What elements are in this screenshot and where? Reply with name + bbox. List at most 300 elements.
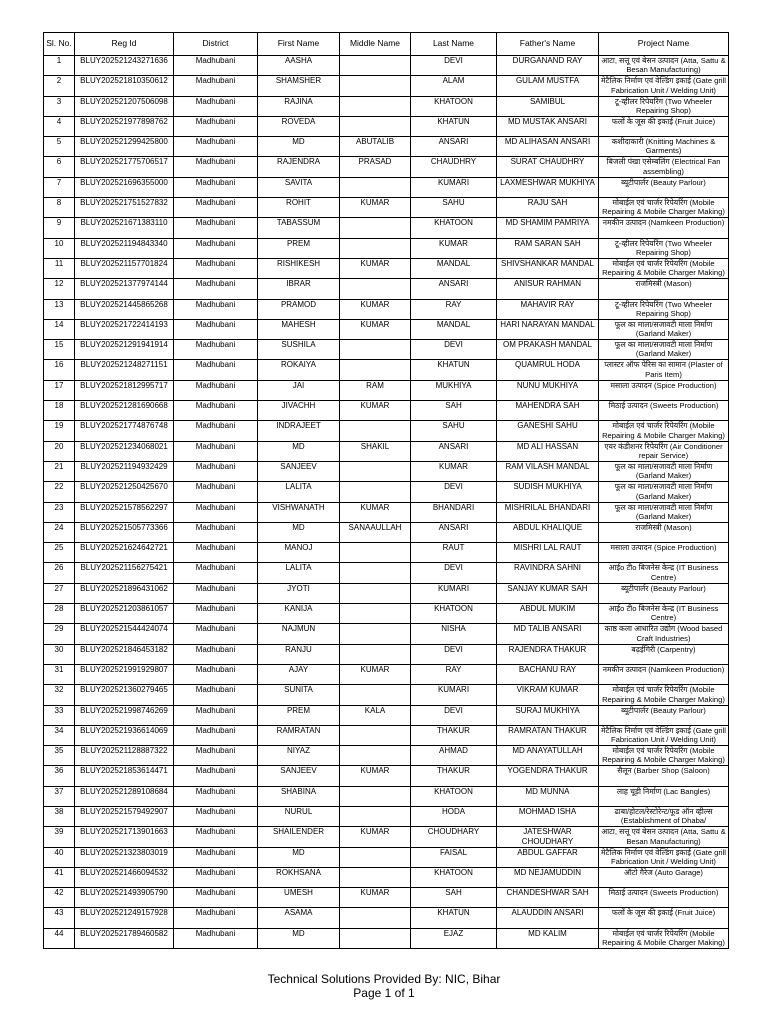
- cell-reg-id: BLUY202521544424074: [75, 624, 174, 644]
- cell-first-name: RAJENDRA: [258, 157, 340, 177]
- table-row: [44, 299, 729, 319]
- table-row: [44, 238, 729, 258]
- cell-sl-no: 5: [44, 137, 75, 157]
- cell-middle-name: [340, 177, 411, 197]
- cell-last-name: KHATOON: [411, 218, 497, 238]
- cell-sl-no: 43: [44, 908, 75, 928]
- table-row: [44, 685, 729, 705]
- table-row: [44, 360, 729, 380]
- cell-last-name: BHANDARI: [411, 502, 497, 522]
- cell-reg-id: BLUY202521128887322: [75, 746, 174, 766]
- cell-last-name: KHATUN: [411, 908, 497, 928]
- cell-district: Madhubani: [174, 847, 258, 867]
- cell-sl-no: 30: [44, 644, 75, 664]
- cell-last-name: RAY: [411, 664, 497, 684]
- cell-fathers-name: RAM VILASH MANDAL: [497, 461, 599, 481]
- col-header-fathers-name: Father's Name: [497, 33, 599, 56]
- cell-district: Madhubani: [174, 543, 258, 563]
- cell-project-name: मसाला उत्पादन (Spice Production): [599, 543, 729, 563]
- col-header-district: District: [174, 33, 258, 56]
- cell-middle-name: [340, 786, 411, 806]
- table-row: [44, 401, 729, 421]
- cell-middle-name: KUMAR: [340, 888, 411, 908]
- cell-district: Madhubani: [174, 725, 258, 745]
- cell-reg-id: BLUY202521207506098: [75, 96, 174, 116]
- table-row: [44, 604, 729, 624]
- cell-project-name: आटा, सत्तू एवं बेसन उत्पादन (Atta, Sattu & Besan Manufacturing): [599, 56, 729, 76]
- cell-fathers-name: SANJAY KUMAR SAH: [497, 583, 599, 603]
- cell-middle-name: [340, 746, 411, 766]
- cell-middle-name: [340, 908, 411, 928]
- cell-district: Madhubani: [174, 644, 258, 664]
- cell-fathers-name: MD SHAMIM PAMRIYA: [497, 218, 599, 238]
- cell-last-name: SAHU: [411, 198, 497, 218]
- cell-reg-id: BLUY202521722414193: [75, 319, 174, 339]
- cell-district: Madhubani: [174, 867, 258, 887]
- cell-last-name: DEVI: [411, 644, 497, 664]
- cell-project-name: कशीदाकारी (Knitting Machines & Garments): [599, 137, 729, 157]
- cell-project-name: फूल का माला/सजावटी माला निर्माण (Garland Maker): [599, 319, 729, 339]
- cell-fathers-name: QUAMRUL HODA: [497, 360, 599, 380]
- cell-sl-no: 35: [44, 746, 75, 766]
- cell-sl-no: 9: [44, 218, 75, 238]
- cell-project-name: फलों के जूस की इकाई (Fruit Juice): [599, 908, 729, 928]
- table-row: [44, 563, 729, 583]
- cell-reg-id: BLUY202521194843340: [75, 238, 174, 258]
- cell-project-name: नमकीन उत्पादन (Namkeen Production): [599, 218, 729, 238]
- cell-reg-id: BLUY202521249157928: [75, 908, 174, 928]
- footer-credit: Technical Solutions Provided By: NIC, Bihar: [267, 972, 501, 986]
- table-row: [44, 888, 729, 908]
- cell-sl-no: 29: [44, 624, 75, 644]
- cell-reg-id: BLUY202521789460582: [75, 928, 174, 948]
- cell-reg-id: BLUY202521243271636: [75, 56, 174, 76]
- table-row: [44, 664, 729, 684]
- cell-sl-no: 13: [44, 299, 75, 319]
- cell-fathers-name: MD NEJAMUDDIN: [497, 867, 599, 887]
- cell-last-name: RAUT: [411, 543, 497, 563]
- cell-last-name: NISHA: [411, 624, 497, 644]
- footer-page-number: Page 1 of 1: [353, 986, 415, 1000]
- cell-project-name: फूल का माला/सजावटी माला निर्माण (Garland Maker): [599, 482, 729, 502]
- cell-middle-name: [340, 238, 411, 258]
- cell-first-name: NURUL: [258, 806, 340, 826]
- cell-district: Madhubani: [174, 482, 258, 502]
- cell-project-name: फलों के जूस की इकाई (Fruit Juice): [599, 116, 729, 136]
- table-row: [44, 96, 729, 116]
- cell-project-name: आटा, सत्तू एवं बेसन उत्पादन (Atta, Sattu & Besan Manufacturing): [599, 827, 729, 847]
- col-header-first-name: First Name: [258, 33, 340, 56]
- cell-sl-no: 38: [44, 806, 75, 826]
- cell-reg-id: BLUY202521696355000: [75, 177, 174, 197]
- cell-fathers-name: YOGENDRA THAKUR: [497, 766, 599, 786]
- table-row: [44, 766, 729, 786]
- cell-sl-no: 7: [44, 177, 75, 197]
- cell-fathers-name: RAJU SAH: [497, 198, 599, 218]
- cell-first-name: SANJEEV: [258, 766, 340, 786]
- cell-sl-no: 25: [44, 543, 75, 563]
- cell-fathers-name: JATESHWAR CHOUDHARY: [497, 827, 599, 847]
- cell-district: Madhubani: [174, 319, 258, 339]
- table-row: [44, 867, 729, 887]
- cell-reg-id: BLUY202521998746269: [75, 705, 174, 725]
- cell-last-name: KUMARI: [411, 685, 497, 705]
- cell-sl-no: 14: [44, 319, 75, 339]
- cell-middle-name: PRASAD: [340, 157, 411, 177]
- cell-reg-id: BLUY202521156275421: [75, 563, 174, 583]
- col-header-sl-no: Sl. No.: [44, 33, 75, 56]
- cell-sl-no: 10: [44, 238, 75, 258]
- cell-first-name: PREM: [258, 238, 340, 258]
- table-row: [44, 177, 729, 197]
- cell-reg-id: BLUY202521774876748: [75, 421, 174, 441]
- cell-sl-no: 44: [44, 928, 75, 948]
- cell-district: Madhubani: [174, 218, 258, 238]
- table-row: [44, 441, 729, 461]
- cell-first-name: RANJU: [258, 644, 340, 664]
- cell-district: Madhubani: [174, 238, 258, 258]
- cell-reg-id: BLUY202521505773366: [75, 522, 174, 542]
- cell-project-name: राजमिस्त्री (Mason): [599, 522, 729, 542]
- cell-project-name: मेटैलिक निर्माण एवं वेल्डिंग इकाई (Gate grill Fabrication Unit / Welding Unit): [599, 76, 729, 96]
- cell-reg-id: BLUY202521810350612: [75, 76, 174, 96]
- cell-last-name: KUMARI: [411, 177, 497, 197]
- cell-district: Madhubani: [174, 583, 258, 603]
- cell-sl-no: 23: [44, 502, 75, 522]
- cell-fathers-name: RAJENDRA THAKUR: [497, 644, 599, 664]
- cell-first-name: JIVACHH: [258, 401, 340, 421]
- cell-reg-id: BLUY202521713901663: [75, 827, 174, 847]
- cell-project-name: मोबाईल एवं चार्जर रिपेयरिंग (Mobile Repairing & Mobile Charger Making): [599, 258, 729, 278]
- page-footer: [0, 972, 768, 1000]
- cell-district: Madhubani: [174, 928, 258, 948]
- cell-last-name: SAH: [411, 888, 497, 908]
- cell-first-name: MANOJ: [258, 543, 340, 563]
- cell-fathers-name: SURAT CHAUDHRY: [497, 157, 599, 177]
- cell-project-name: काष्ठ कला आधारित उद्योग (Wood based Craft Industries): [599, 624, 729, 644]
- cell-reg-id: BLUY202521360279465: [75, 685, 174, 705]
- cell-last-name: MANDAL: [411, 258, 497, 278]
- cell-last-name: RAY: [411, 299, 497, 319]
- cell-district: Madhubani: [174, 746, 258, 766]
- table-row: [44, 137, 729, 157]
- cell-last-name: FAISAL: [411, 847, 497, 867]
- cell-project-name: ब्यूटीपार्लर (Beauty Parlour): [599, 583, 729, 603]
- cell-fathers-name: BACHANU RAY: [497, 664, 599, 684]
- cell-last-name: THAKUR: [411, 766, 497, 786]
- cell-middle-name: [340, 806, 411, 826]
- cell-sl-no: 22: [44, 482, 75, 502]
- cell-reg-id: BLUY202521775706517: [75, 157, 174, 177]
- cell-project-name: सैलून (Barber Shop (Saloon): [599, 766, 729, 786]
- cell-sl-no: 33: [44, 705, 75, 725]
- table-row: [44, 624, 729, 644]
- cell-reg-id: BLUY202521445865268: [75, 299, 174, 319]
- cell-sl-no: 18: [44, 401, 75, 421]
- cell-district: Madhubani: [174, 522, 258, 542]
- cell-middle-name: KUMAR: [340, 664, 411, 684]
- cell-last-name: KHATOON: [411, 867, 497, 887]
- cell-fathers-name: ABDUL MUKIM: [497, 604, 599, 624]
- cell-district: Madhubani: [174, 76, 258, 96]
- cell-first-name: SAVITA: [258, 177, 340, 197]
- table-row: [44, 644, 729, 664]
- cell-district: Madhubani: [174, 766, 258, 786]
- cell-district: Madhubani: [174, 908, 258, 928]
- cell-fathers-name: VIKRAM KUMAR: [497, 685, 599, 705]
- cell-last-name: DEVI: [411, 340, 497, 360]
- cell-last-name: THAKUR: [411, 725, 497, 745]
- table-row: [44, 502, 729, 522]
- cell-middle-name: [340, 725, 411, 745]
- cell-first-name: SANJEEV: [258, 461, 340, 481]
- table-row: [44, 705, 729, 725]
- cell-middle-name: KUMAR: [340, 766, 411, 786]
- table-header-row: [44, 33, 729, 56]
- cell-sl-no: 37: [44, 786, 75, 806]
- table-row: [44, 157, 729, 177]
- cell-last-name: KHATOON: [411, 604, 497, 624]
- cell-last-name: DEVI: [411, 705, 497, 725]
- cell-last-name: KUMAR: [411, 238, 497, 258]
- table-row: [44, 76, 729, 96]
- cell-last-name: HODA: [411, 806, 497, 826]
- cell-project-name: मेटैलिक निर्माण एवं वेल्डिंग इकाई (Gate grill Fabrication Unit / Welding Unit): [599, 847, 729, 867]
- cell-first-name: IBRAR: [258, 279, 340, 299]
- table-row: [44, 847, 729, 867]
- cell-reg-id: BLUY202521579492907: [75, 806, 174, 826]
- cell-reg-id: BLUY202521812995717: [75, 380, 174, 400]
- table-row: [44, 319, 729, 339]
- cell-reg-id: BLUY202521157701824: [75, 258, 174, 278]
- cell-project-name: ऑटो गैरेज (Auto Garage): [599, 867, 729, 887]
- cell-sl-no: 28: [44, 604, 75, 624]
- cell-first-name: MD: [258, 522, 340, 542]
- cell-district: Madhubani: [174, 786, 258, 806]
- cell-sl-no: 39: [44, 827, 75, 847]
- cell-first-name: KANIJA: [258, 604, 340, 624]
- cell-middle-name: [340, 421, 411, 441]
- cell-first-name: SUNITA: [258, 685, 340, 705]
- cell-first-name: MD: [258, 137, 340, 157]
- table-row: [44, 928, 729, 948]
- cell-project-name: ढाबा/होटल/रेस्टोरेन्ट/फूड ऑन व्हील्स (Establishment of Dhaba/: [599, 806, 729, 826]
- cell-fathers-name: MD ANAYATULLAH: [497, 746, 599, 766]
- cell-first-name: PRAMOD: [258, 299, 340, 319]
- cell-last-name: KHATUN: [411, 116, 497, 136]
- cell-first-name: AASHA: [258, 56, 340, 76]
- cell-middle-name: KUMAR: [340, 299, 411, 319]
- cell-reg-id: BLUY202521896431062: [75, 583, 174, 603]
- cell-first-name: ROKHSANA: [258, 867, 340, 887]
- cell-middle-name: [340, 624, 411, 644]
- table-row: [44, 116, 729, 136]
- cell-first-name: MD: [258, 847, 340, 867]
- cell-first-name: ROVEDA: [258, 116, 340, 136]
- cell-fathers-name: SHIVSHANKAR MANDAL: [497, 258, 599, 278]
- cell-fathers-name: SURAJ MUKHIYA: [497, 705, 599, 725]
- cell-middle-name: [340, 279, 411, 299]
- cell-project-name: मेटैलिक निर्माण एवं वेल्डिंग इकाई (Gate grill Fabrication Unit / Welding Unit): [599, 725, 729, 745]
- cell-fathers-name: RAVINDRA SAHNI: [497, 563, 599, 583]
- cell-first-name: MD: [258, 928, 340, 948]
- cell-sl-no: 19: [44, 421, 75, 441]
- cell-sl-no: 21: [44, 461, 75, 481]
- cell-sl-no: 41: [44, 867, 75, 887]
- table-row: [44, 543, 729, 563]
- cell-reg-id: BLUY202521936614069: [75, 725, 174, 745]
- cell-sl-no: 31: [44, 664, 75, 684]
- table-row: [44, 746, 729, 766]
- cell-fathers-name: MD ALIHASAN ANSARI: [497, 137, 599, 157]
- cell-project-name: टू-व्हीलर रिपेयरिंग (Two Wheeler Repairing Shop): [599, 299, 729, 319]
- cell-middle-name: [340, 116, 411, 136]
- cell-district: Madhubani: [174, 340, 258, 360]
- cell-district: Madhubani: [174, 96, 258, 116]
- cell-sl-no: 6: [44, 157, 75, 177]
- cell-fathers-name: MISHRI LAL RAUT: [497, 543, 599, 563]
- cell-sl-no: 32: [44, 685, 75, 705]
- cell-reg-id: BLUY202521234068021: [75, 441, 174, 461]
- cell-middle-name: [340, 461, 411, 481]
- table-row: [44, 279, 729, 299]
- cell-middle-name: KUMAR: [340, 827, 411, 847]
- cell-last-name: DEVI: [411, 563, 497, 583]
- cell-first-name: RAJINA: [258, 96, 340, 116]
- table-row: [44, 461, 729, 481]
- cell-middle-name: [340, 928, 411, 948]
- table-row: [44, 725, 729, 745]
- cell-reg-id: BLUY202521377974144: [75, 279, 174, 299]
- cell-last-name: KHATOON: [411, 786, 497, 806]
- cell-project-name: मसाला उत्पादन (Spice Production): [599, 380, 729, 400]
- cell-first-name: SHAILENDER: [258, 827, 340, 847]
- cell-fathers-name: MD ALI HASSAN: [497, 441, 599, 461]
- cell-fathers-name: MD TALIB ANSARI: [497, 624, 599, 644]
- cell-last-name: DEVI: [411, 482, 497, 502]
- cell-fathers-name: GANESHI SAHU: [497, 421, 599, 441]
- cell-district: Madhubani: [174, 604, 258, 624]
- col-header-reg-id: Reg Id: [75, 33, 174, 56]
- cell-reg-id: BLUY202521846453182: [75, 644, 174, 664]
- col-header-last-name: Last Name: [411, 33, 497, 56]
- cell-district: Madhubani: [174, 624, 258, 644]
- cell-first-name: MD: [258, 441, 340, 461]
- cell-last-name: KHATOON: [411, 96, 497, 116]
- cell-district: Madhubani: [174, 56, 258, 76]
- cell-fathers-name: NUNU MUKHIYA: [497, 380, 599, 400]
- cell-sl-no: 16: [44, 360, 75, 380]
- cell-district: Madhubani: [174, 258, 258, 278]
- cell-sl-no: 27: [44, 583, 75, 603]
- cell-last-name: SAHU: [411, 421, 497, 441]
- cell-middle-name: KUMAR: [340, 502, 411, 522]
- cell-middle-name: [340, 76, 411, 96]
- cell-first-name: AJAY: [258, 664, 340, 684]
- cell-middle-name: ABUTALIB: [340, 137, 411, 157]
- cell-district: Madhubani: [174, 198, 258, 218]
- cell-fathers-name: ABDUL GAFFAR: [497, 847, 599, 867]
- cell-reg-id: BLUY202521194932429: [75, 461, 174, 481]
- cell-middle-name: KUMAR: [340, 401, 411, 421]
- cell-district: Madhubani: [174, 116, 258, 136]
- cell-district: Madhubani: [174, 806, 258, 826]
- cell-reg-id: BLUY202521624642721: [75, 543, 174, 563]
- cell-project-name: प्लास्टर ऑफ पेरिस का सामान (Plaster of Paris Item): [599, 360, 729, 380]
- cell-project-name: टू-व्हीलर रिपेयरिंग (Two Wheeler Repairing Shop): [599, 96, 729, 116]
- cell-first-name: SHABINA: [258, 786, 340, 806]
- cell-sl-no: 3: [44, 96, 75, 116]
- cell-sl-no: 26: [44, 563, 75, 583]
- cell-district: Madhubani: [174, 461, 258, 481]
- cell-last-name: MANDAL: [411, 319, 497, 339]
- table-row: [44, 908, 729, 928]
- cell-fathers-name: MISHRILAL BHANDARI: [497, 502, 599, 522]
- cell-fathers-name: SUDISH MUKHIYA: [497, 482, 599, 502]
- table-body: [44, 56, 729, 949]
- cell-first-name: LALITA: [258, 563, 340, 583]
- cell-sl-no: 34: [44, 725, 75, 745]
- cell-district: Madhubani: [174, 685, 258, 705]
- table-row: [44, 482, 729, 502]
- cell-first-name: RAMRATAN: [258, 725, 340, 745]
- cell-fathers-name: OM PRAKASH MANDAL: [497, 340, 599, 360]
- cell-fathers-name: MAHAVIR RAY: [497, 299, 599, 319]
- cell-first-name: ROHIT: [258, 198, 340, 218]
- cell-last-name: KHATUN: [411, 360, 497, 380]
- cell-reg-id: BLUY202521751527832: [75, 198, 174, 218]
- cell-district: Madhubani: [174, 441, 258, 461]
- cell-reg-id: BLUY202521250425670: [75, 482, 174, 502]
- cell-middle-name: KUMAR: [340, 319, 411, 339]
- cell-first-name: ASAMA: [258, 908, 340, 928]
- cell-district: Madhubani: [174, 137, 258, 157]
- cell-reg-id: BLUY202521291941914: [75, 340, 174, 360]
- cell-district: Madhubani: [174, 401, 258, 421]
- cell-fathers-name: RAMRATAN THAKUR: [497, 725, 599, 745]
- cell-district: Madhubani: [174, 664, 258, 684]
- cell-sl-no: 42: [44, 888, 75, 908]
- cell-project-name: फूल का माला/सजावटी माला निर्माण (Garland Maker): [599, 502, 729, 522]
- cell-reg-id: BLUY202521281690668: [75, 401, 174, 421]
- col-header-middle-name: Middle Name: [340, 33, 411, 56]
- cell-middle-name: KALA: [340, 705, 411, 725]
- cell-sl-no: 24: [44, 522, 75, 542]
- cell-middle-name: [340, 482, 411, 502]
- cell-fathers-name: ALAUDDIN ANSARI: [497, 908, 599, 928]
- cell-reg-id: BLUY202521289108684: [75, 786, 174, 806]
- cell-district: Madhubani: [174, 299, 258, 319]
- cell-first-name: UMESH: [258, 888, 340, 908]
- cell-middle-name: [340, 847, 411, 867]
- cell-last-name: KUMARI: [411, 583, 497, 603]
- cell-last-name: CHAUDHRY: [411, 157, 497, 177]
- table-row: [44, 786, 729, 806]
- cell-fathers-name: LAXMESHWAR MUKHIYA: [497, 177, 599, 197]
- cell-sl-no: 2: [44, 76, 75, 96]
- table-row: [44, 421, 729, 441]
- cell-project-name: टू-व्हीलर रिपेयरिंग (Two Wheeler Repairing Shop): [599, 238, 729, 258]
- table-row: [44, 56, 729, 76]
- table-row: [44, 340, 729, 360]
- cell-project-name: नमकीन उत्पादन (Namkeen Production): [599, 664, 729, 684]
- cell-first-name: VISHWANATH: [258, 502, 340, 522]
- cell-fathers-name: GULAM MUSTFA: [497, 76, 599, 96]
- document-page: [43, 32, 728, 949]
- cell-fathers-name: MD KALIM: [497, 928, 599, 948]
- cell-middle-name: SANAAULLAH: [340, 522, 411, 542]
- cell-first-name: JYOTI: [258, 583, 340, 603]
